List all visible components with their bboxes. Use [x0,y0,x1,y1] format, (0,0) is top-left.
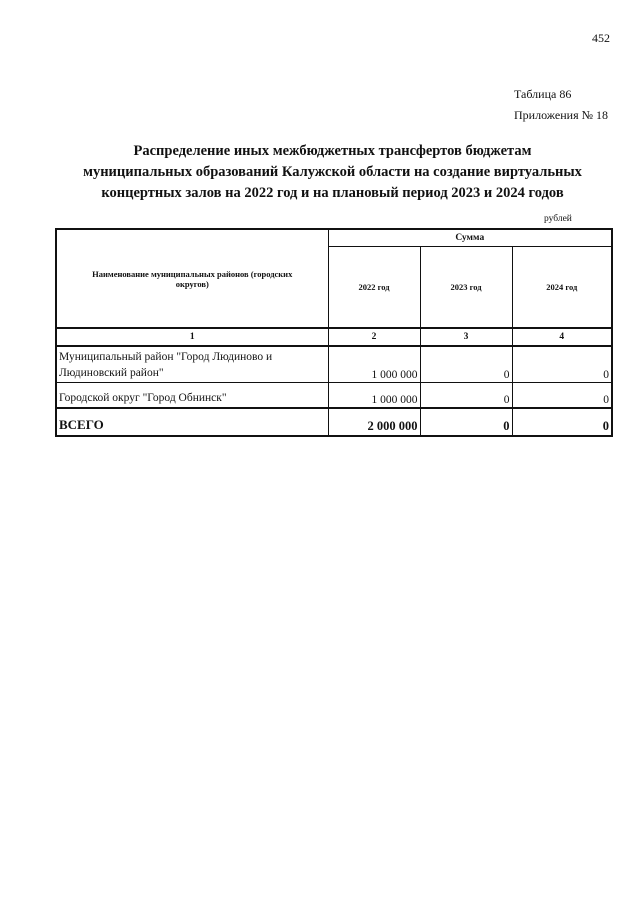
year-header-2024: 2024 год [512,247,612,329]
table-row [56,383,612,409]
table-row [56,346,612,383]
column-number-1: 1 [56,328,328,346]
year-header-2023: 2023 год [420,247,512,329]
page-number: 452 [592,31,610,45]
title-line-3: концертных залов на 2022 год и на плановый период 2023 и 2024 годов [101,185,564,201]
row-name: Городской округ "Город Обнинск" [56,383,328,409]
row-value-2022: 1 000 000 [328,346,420,383]
total-value-2022: 2 000 000 [328,408,420,436]
title-line-2: муниципальных образований Калужской области на создание виртуальных [83,164,582,180]
total-row [56,408,612,436]
column-number-4: 4 [512,328,612,346]
row-name: Муниципальный район "Город Людиново и Людиновский район" [56,346,328,383]
total-label: ВСЕГО [56,408,328,436]
document-title [60,141,605,204]
row-value-2024: 0 [512,346,612,383]
appendix-label: Приложения № 18 [514,108,609,122]
name-column-header: Наименование муниципальных районов (городских округов) [56,229,328,328]
row-value-2024: 0 [512,383,612,409]
sum-header: Сумма [328,229,612,247]
column-number-2: 2 [328,328,420,346]
row-value-2022: 1 000 000 [328,383,420,409]
transfers-table [55,228,613,437]
row-value-2023: 0 [420,346,512,383]
table-number: Таблица 86 [514,87,572,101]
unit-label: рублей [544,214,572,224]
column-number-3: 3 [420,328,512,346]
row-value-2023: 0 [420,383,512,409]
total-value-2023: 0 [420,408,512,436]
year-header-2022: 2022 год [328,247,420,329]
title-line-1: Распределение иных межбюджетных трансфертов бюджетам [133,143,532,159]
total-value-2024: 0 [512,408,612,436]
